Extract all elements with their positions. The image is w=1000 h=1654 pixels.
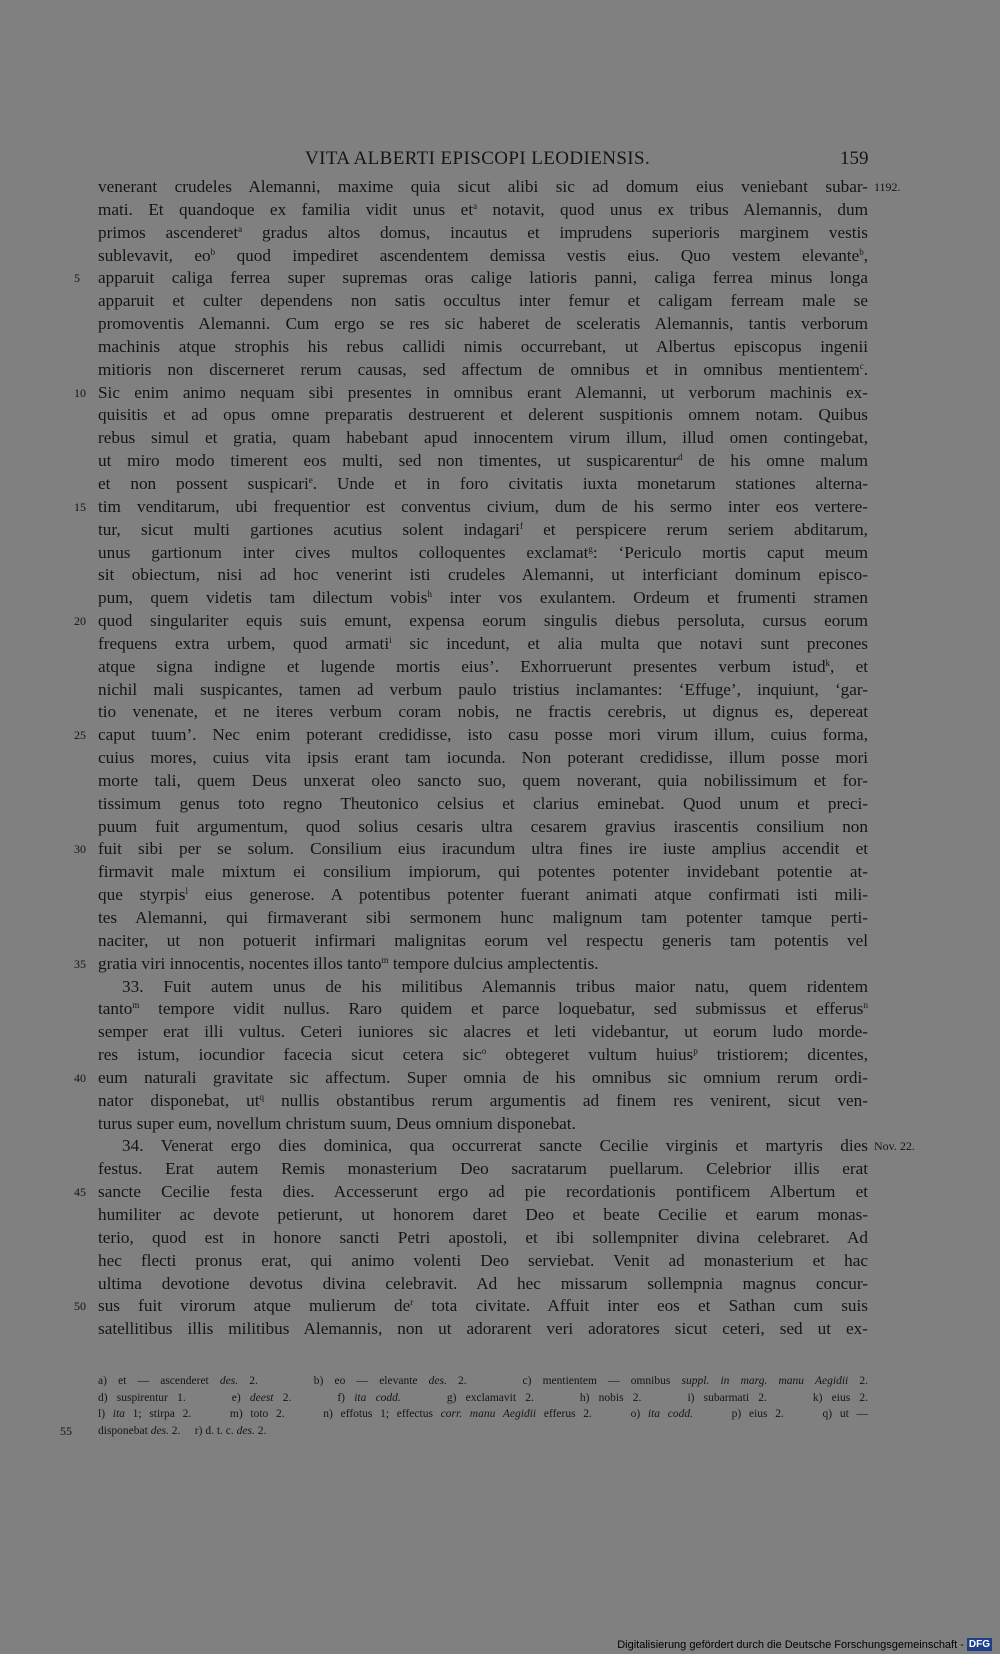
line-text: tio venenate, et ne iteres verbum coram nobis, ne fractis cerebris, ut dignus es, depereat (98, 702, 868, 722)
line-text: quod singulariter equis suis emunt, expensa eorum singulis diebus persoluta, cursus eorum (98, 611, 868, 631)
line-text: terio, quod est in honore sancti Petri apostoli, et ibi sollempniter divina celebraret. Ad (98, 1227, 868, 1247)
line-text: rebus simul et gratia, quam habebant apud innocentem virum illum, illud omen contingebat, (98, 428, 868, 448)
line-number: 15 (74, 499, 86, 514)
line-text: 34. Venerat ergo dies dominica, qua occurrerat sancte Cecilie virginis et martyris dies (122, 1136, 868, 1156)
text-line (74, 953, 868, 976)
line-text: puum fuit argumentum, quod solius cesaris ultra cesarem gravius irascentis consilium non (98, 816, 868, 836)
text-line (98, 1273, 868, 1296)
text-line (98, 1318, 868, 1341)
line-text: tur, sicut multi gartiones acutius solent indagari$^f$ et perspicere rerum seriem abditarum, (98, 519, 868, 539)
text-line (98, 519, 868, 542)
line-text: naciter, ut non potuerit infirmari malignitas eorum vel respectu generis tam potentis vel (98, 930, 868, 950)
text-line (98, 1204, 868, 1227)
text-line (98, 861, 868, 884)
footnote-line (98, 1373, 868, 1390)
line-text: apparuit caliga ferrea super supremas oras calige latioris panni, caliga ferrea minus longa (98, 268, 868, 288)
line-text: Sic enim animo nequam sibi presentes in omnibus erant Alemanni, ut verborum machinis ex- (98, 382, 868, 402)
line-number: 30 (74, 842, 86, 857)
text-line (74, 610, 868, 633)
dfg-logo: DFG (968, 1639, 990, 1650)
line-text: quisitis et ad opus omne preparatis destruerent et delerent suspitionis omnem notam. Quibus (98, 405, 868, 425)
text-line (98, 816, 868, 839)
line-number: 25 (74, 728, 86, 743)
text-line (98, 633, 868, 656)
text-line (98, 1113, 868, 1136)
running-title: VITA ALBERTI EPISCOPI LEODIENSIS. (305, 148, 651, 169)
line-text: morte tali, quem Deus unxerat oleo sancto suo, quem noverant, quia nobilissimum et for- (98, 770, 868, 790)
footnote-text: l) ita 1; stirpa 2. m) toto 2. n) effotus 1; effectus corr. manu Aegidii efferus 2. o) ita codd. p) eius 2. q) ut — (98, 1408, 869, 1420)
text-line (98, 427, 868, 450)
margin-date-note: 1192. (874, 180, 901, 194)
line-text: turus super eum, novellum christum suum, Deus omnium disponebat. (98, 1113, 576, 1133)
text-line (98, 976, 868, 999)
footnote-text: a) et — ascenderet des. 2. b) eo — elevante des. 2. c) mentientem — omnibus suppl. in marg. manu Aegidii 2. (98, 1375, 869, 1387)
text-line (98, 1227, 868, 1250)
text-line (74, 382, 868, 405)
text-line (98, 701, 868, 724)
text-line (98, 176, 901, 199)
line-text: nichil mali suspicantes, tamen ad verbum paulo tristius inclamantes: ‘Effuge’, inquiunt, ‘gar- (98, 679, 868, 699)
text-line (98, 1090, 868, 1113)
line-text: mitioris non discerneret rerum causas, sed affectum de omnibus et in omnibus mentientem$^c$. (98, 359, 868, 379)
line-text: res istum, iocundior facecia sicut cetera sic$^o$ obtegeret vultum huius$^p$ tristiorem; dicentes, (98, 1045, 868, 1065)
footnote-line (60, 1423, 868, 1440)
credit-text: Digitalisierung gefördert durch die Deutsche Forschungsgemeinschaft - (617, 1638, 964, 1651)
text-line (98, 1250, 868, 1273)
text-line (98, 290, 868, 313)
text-line (98, 770, 868, 793)
digitization-credit (617, 1637, 992, 1652)
text-line (98, 907, 868, 930)
line-text: tim venditarum, ubi frequentior est conventus civium, dum de his sermo inter eos vertere- (98, 496, 868, 516)
line-text: apparuit et culter dependens non satis occultus inter femur et caligam ferream male se (98, 291, 868, 311)
line-text: fuit sibi per se solum. Consilium eius iracundum ultra fines ire iuste amplius accendit et (98, 839, 868, 859)
text-line (98, 245, 868, 268)
line-text: unus gartionum inter cives multos colloquentes exclamat$^g$: ‘Periculo mortis caput meum (98, 542, 868, 562)
line-number: 20 (74, 614, 86, 629)
text-line (98, 222, 868, 245)
line-text: primos ascenderet$^a$ gradus altos domus, incautus et imprudens superioris marginem vestis (98, 222, 868, 242)
text-line (98, 1021, 868, 1044)
line-text: que styrpis$^l$ eius generose. A potentibus potenter fuerant animati atque confirmati isti mili- (98, 885, 868, 905)
line-text: satellitibus illis militibus Alemannis, non ut adorarent veri adoratores sicut ceteri, sed ut ex- (98, 1319, 868, 1339)
text-line (74, 1181, 868, 1204)
footnote-line (98, 1390, 868, 1407)
text-line (74, 838, 868, 861)
text-line (98, 359, 868, 382)
text-line (98, 679, 868, 702)
line-text: tanto$^m$ tempore vidit nullus. Raro quidem et parce loquebatur, sed submissus et efferus$^n$ (98, 999, 868, 1019)
text-line (98, 336, 868, 359)
line-text: atque signa indigne et lugende mortis eius’. Exhorruerunt presentes verbum istud$^k$, et (98, 656, 869, 676)
text-line (98, 404, 868, 427)
line-text: tissimum genus toto regno Theutonico celsius et clarius eminebat. Quod unum et preci- (98, 793, 868, 813)
line-text: ultima devotione devotus divina celebravit. Ad hec missarum sollempnia magnus concur- (98, 1273, 868, 1293)
text-line (98, 1044, 868, 1067)
line-number: 5 (74, 271, 80, 286)
line-text: pum, quem videtis tam dilectum vobis$^h$ inter vos exulantem. Ordeum et frumenti stramen (98, 588, 868, 608)
page-header (0, 148, 1000, 172)
text-line (98, 564, 868, 587)
line-number: 40 (74, 1070, 86, 1085)
text-line (98, 884, 868, 907)
text-line (98, 450, 868, 473)
line-text: frequens extra urbem, quod armati$^i$ sic incedunt, et alia multa que notavi sunt precones (98, 633, 868, 653)
text-line (98, 930, 868, 953)
main-text (74, 176, 915, 1341)
line-text: humiliter ac devote petierunt, ut honorem daret Deo et beate Cecilie et earum monas- (98, 1204, 868, 1224)
text-line (74, 1295, 868, 1318)
line-text: sit obiectum, nisi ad hoc venerint isti crudeles Alemanni, ut interficiant dominum episco- (98, 565, 868, 585)
text-line (98, 1158, 868, 1181)
page-number: 159 (840, 148, 869, 169)
line-text: sublevavit, $eo^b$ quod impediret ascendentem demissa vestis eius. Quo vestem elevante$^b$, (98, 245, 868, 265)
line-text: hec flecti pronus erat, qui animo volenti Deo serviebat. Venit ad monasterium et hac (98, 1250, 868, 1270)
line-text: gratia viri innocentis, nocentes illos tanto$^m$ tempore dulcius amplectentis. (98, 953, 599, 973)
line-text: tes Alemanni, qui firmaverant sibi sermonem hunc malignum tam potenter tamque perti- (98, 908, 868, 927)
line-text: semper erat illi vultus. Ceteri iuniores sic alacres et leti videbantur, ut eorum ludo morde- (98, 1022, 868, 1042)
text-line (98, 998, 868, 1021)
line-text: ut miro modo timerent eos multi, sed non timentes, ut suspicarentur$^d$ de his omne malum (98, 451, 868, 471)
text-line (74, 1067, 868, 1090)
footnotes (60, 1373, 869, 1439)
line-text: firmavit male mixtum ei consilium impiorum, qui potentes potenter invidebant potentie at- (98, 862, 868, 882)
line-number: 50 (74, 1299, 86, 1314)
line-number: 45 (74, 1185, 86, 1200)
line-text: mati. Et quandoque ex familia vidit unus $et^a$ notavit, quod unus ex tribus Alemannis, dum (98, 199, 868, 219)
text-line (98, 747, 868, 770)
text-line (98, 793, 868, 816)
text-line (98, 587, 868, 610)
line-text: venerant crudeles Alemanni, maxime quia sicut alibi sic ad domum eius veniebant subar- (98, 177, 868, 196)
line-text: sus fuit virorum atque mulierum $de^r$ tota civitate. Affuit inter eos et Sathan cum suis (98, 1296, 868, 1316)
text-line (74, 724, 868, 747)
text-line (98, 1135, 915, 1158)
footnote-text: disponebat des. 2. r) d. t. c. des. 2. (98, 1424, 267, 1437)
line-text: nator disponebat, $ut^q$ nullis obstantibus rerum argumentis ad finem res venirent, sicut ven- (98, 1090, 868, 1110)
line-text: festus. Erat autem Remis monasterium Deo sacratarum puellarum. Celebrior illis erat (98, 1159, 868, 1179)
footnote-text: d) suspirentur 1. e) deest 2. f) ita codd. g) exclamavit 2. h) nobis 2. i) subarmati 2. k) eius 2. (98, 1391, 868, 1404)
line-text: machinis atque strophis his rebus callidi nimis occurrebant, ut Albertus episcopus ingenii (98, 336, 868, 356)
text-line (74, 496, 868, 519)
line-text: sancte Cecilie festa dies. Accesserunt ergo ad pie recordationis pontificem Albertum et (98, 1182, 868, 1202)
line-number: 10 (74, 385, 86, 400)
text-line (98, 656, 868, 679)
line-number: 35 (74, 956, 86, 971)
text-line (98, 199, 868, 222)
text-line (98, 473, 868, 496)
line-text: 33. Fuit autem unus de his militibus Alemannis tribus maior natu, quem ridentem (122, 976, 868, 996)
line-number: 55 (60, 1423, 72, 1438)
line-text: caput tuum’. Nec enim poterant credidisse, isto casu posse mori virum illum, cuius forma, (98, 725, 868, 745)
margin-date-note: Nov. 22. (874, 1139, 915, 1154)
line-text: eum naturali gravitate sic affectum. Super omnia de his omnibus sic omnium rerum ordi- (98, 1067, 868, 1087)
line-text: promoventis Alemanni. Cum ergo se res sic haberet de sceleratis Alemannis, tantis verborum (98, 314, 868, 334)
footnote-line (98, 1406, 868, 1423)
line-text: cuius mores, cuius vita ipsis erant tam iocunda. Non poterant credidisse, illum posse mori (98, 748, 868, 768)
line-text: et non possent suspicari$^e$. Unde et in foro civitatis iuxta monetarum stationes alterna- (98, 473, 868, 493)
text-line (98, 313, 868, 336)
text-line (74, 267, 868, 290)
text-line (98, 542, 868, 565)
